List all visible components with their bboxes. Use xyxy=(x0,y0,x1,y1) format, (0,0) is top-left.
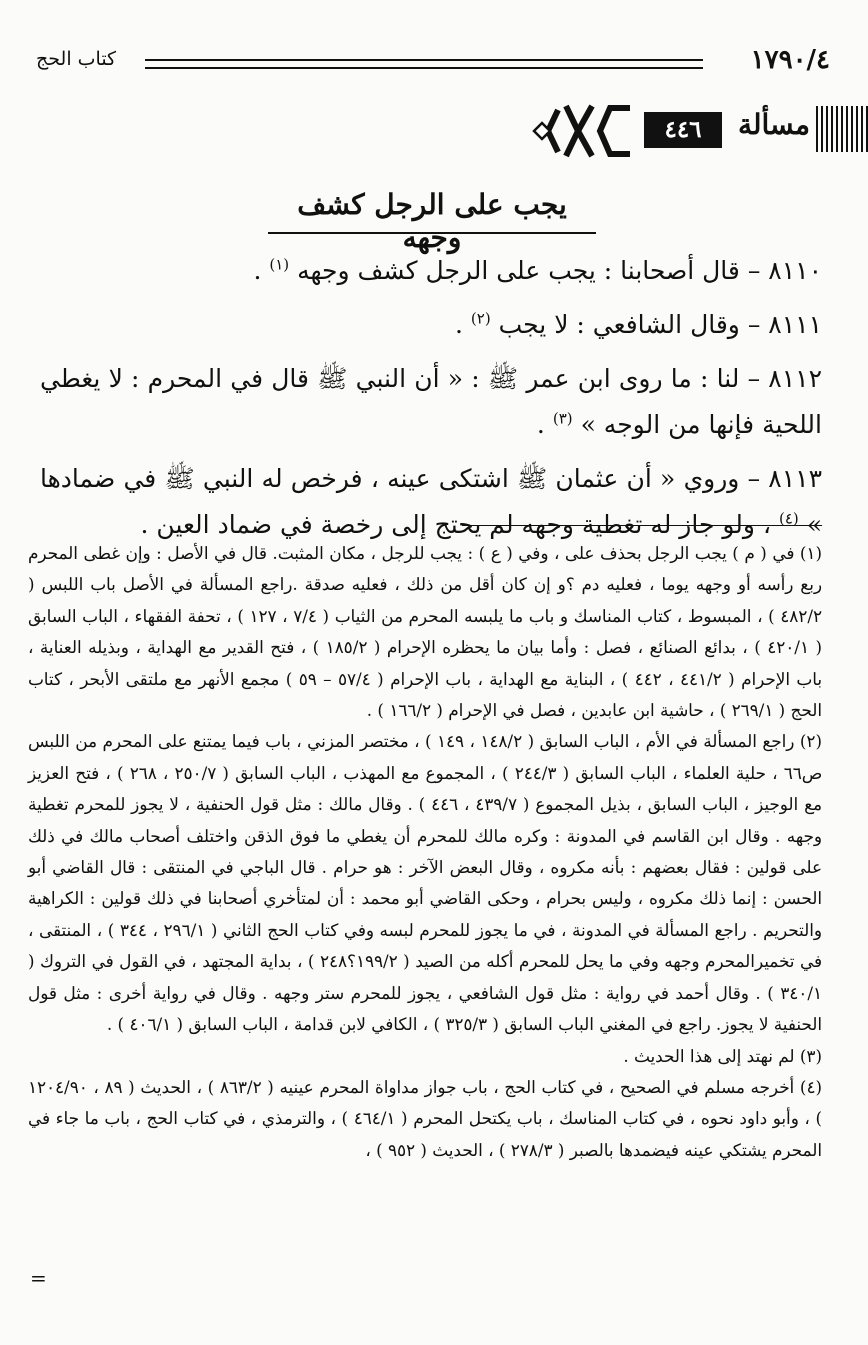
masala-label: مسألة xyxy=(737,108,810,141)
ornament-icon xyxy=(530,100,640,162)
footnote-4: (٤) أخرجه مسلم في الصحيح ، في كتاب الحج ، باب جواز مداواة المحرم عينيه ( ٨٦٣/٢ ) ، الحديث ( ٨٩ ، ١٢٠٤/٩٠ ) ، وأبو داود نحوه ، في كتاب المناسك ، باب يكتحل المحرم ( ٤٦٤/١ ) ، والترمذي ، في كتاب الحج ، باب ما جاء في المحرم يشتكي عينه فيضمدها بالصبر ( ٢٧٨/٣ ) ، الحديث ( ٩٥٢ ) ، xyxy=(28,1076,823,1160)
banner-stripes xyxy=(816,106,868,152)
running-header xyxy=(30,45,838,79)
footnote-1: (١) في ( م ) يجب الرجل بحذف على ، وفي ( ع ) : يجب للرجل ، مكان المثبت. قال في الأصل : وإن غطى المحرم ربع رأسه أو وجهه يوما ، فعليه دم ؟و إن كان أقل من ذلك ، فعليه صدقة .راجع المسألة في الأصل باب اللبس ( ٤٨٢/٢ ) ، المبسوط ، كتاب المناسك و باب ما يلبسه المحرم من الثياب ( ٧/٤ ، ١٢٧ ) ، تحفة الفقهاء ، الباب السابق ( ٤٢٠/١ ) ، بدائع الصنائع ، فصل : وأما بيان ما يحظره الإحرام ( ١٨٥/٢ ) ، فتح القدير مع الهداية ، وبذيله العناية ، باب الإحرام ( ٤٤١/٢ ، ٤٤٢ ) ، البناية مع الهداية ، باب الإحرام ( ٥٧/٤ – ٥٩ ) مجمع الأنهر مع ملتقى الأبحر ، كتاب الحج ( ٢٦٩/١ ) ، حاشية ابن عابدين ، فصل في الإحرام ( ١٦٦/٢ ) . xyxy=(28,543,823,721)
footnote-2: (٢) راجع المسألة في الأم ، الباب السابق ( ١٤٨/٢ ، ١٤٩ ) ، مختصر المزني ، باب فيما يمتنع على المحرم من اللبس ص٦٦ ، حلية العلماء ، الباب السابق ( ٢٤٤/٣ ) ، المجموع مع المهذب ، الباب السابق ( ٢٥٠/٧ ، ٢٦٨ ) ، فتح العزيز مع الوجيز ، الباب السابق ، بذيل المجموع ( ٤٣٩/٧ ، ٤٤٦ ) . وقال مالك : مثل قول الحنفية ، لا يجوز للمحرم تغطية وجهه . وقال ابن القاسم في المدونة : وكره مالك للمحرم أن يغطي ما فوق الذقن واختلف أصحاب مالك في ذلك على قولين : فقال بعضهم : بأنه مكروه ، وقال البعض الآخر : هو حرام . قال الباجي في المنتقى : قال القاضي أبو الحسن : إنما ذلك مكروه ، وليس بحرام ، وحكى القاضي أبو محمد : أن لمتأخري أصحابنا في ذلك قولين : الكراهية والتحريم . راجع المسألة في المدونة ، في ما يجوز للمحرم لبسه وفي كتاب الحج الثاني ( ٢٩٦/١ ، ٣٤٤ ) ، المنتقى ، في تخميرالمحرم وجهه وفي ما يحل للمحرم أكله من الصيد ( ١٩٩/٢؟٢٤٨ ) ، بداية المجتهد ، في القول في التروك ( ٣٤٠/١ ) . وقال أحمد في رواية : مثل قول الشافعي ، يجوز للمحرم ستر وجهه . وقال في رواية أخرى : مثل قول الحنفية لا يجوز. راجع في المغني الباب السابق ( ٣٢٥/٣ ) ، الكافي لابن قدامة ، الباب السابق ( ٤٠٦/١ ) . xyxy=(28,731,823,1035)
footnote-3: (٣) لم نهتد إلى هذا الحديث . xyxy=(623,1045,822,1066)
footnotes xyxy=(28,538,822,1166)
title-underline xyxy=(268,232,596,234)
page-number: ١٧٩٠/٤ xyxy=(750,45,830,75)
paragraph-8112: ٨١١٢ – لنا : ما روى ابن عمر ﷺ : « أن النبي ﷺ قال في المحرم : لا يغطي اللحية فإنها من الوجه » $^{(٣)}$ . xyxy=(40,364,822,439)
footnote-ref: (٣) xyxy=(552,409,573,428)
footnote-separator xyxy=(462,525,822,526)
running-title: كتاب الحج xyxy=(36,48,117,70)
continuation-mark: = xyxy=(30,1266,47,1290)
header-double-rule xyxy=(145,59,703,69)
chapter-title: يجب على الرجل كشف وجهه xyxy=(297,188,567,254)
footnote-ref: (٤) xyxy=(778,509,799,528)
main-text xyxy=(40,248,822,556)
footnote-ref: (٢) xyxy=(470,309,491,328)
masala-banner xyxy=(530,100,868,162)
paragraph-8110: ٨١١٠ – قال أصحابنا : يجب على الرجل كشف وجهه $^{(١)}$ . xyxy=(253,255,822,285)
footnote-ref: (١) xyxy=(269,255,290,274)
masala-number: ٤٤٦ xyxy=(644,112,722,148)
paragraph-8111: ٨١١١ – وقال الشافعي : لا يجب $^{(٢)}$ . xyxy=(454,309,822,339)
paragraph-8113: ٨١١٣ – وروي « أن عثمان ﷺ اشتكى عينه ، فرخص له النبي ﷺ في ضمادها » $^{(٤)}$ ، ولو جاز له تغطية وجهه لم يحتج إلى رخصة في ضماد العين . xyxy=(40,464,822,539)
